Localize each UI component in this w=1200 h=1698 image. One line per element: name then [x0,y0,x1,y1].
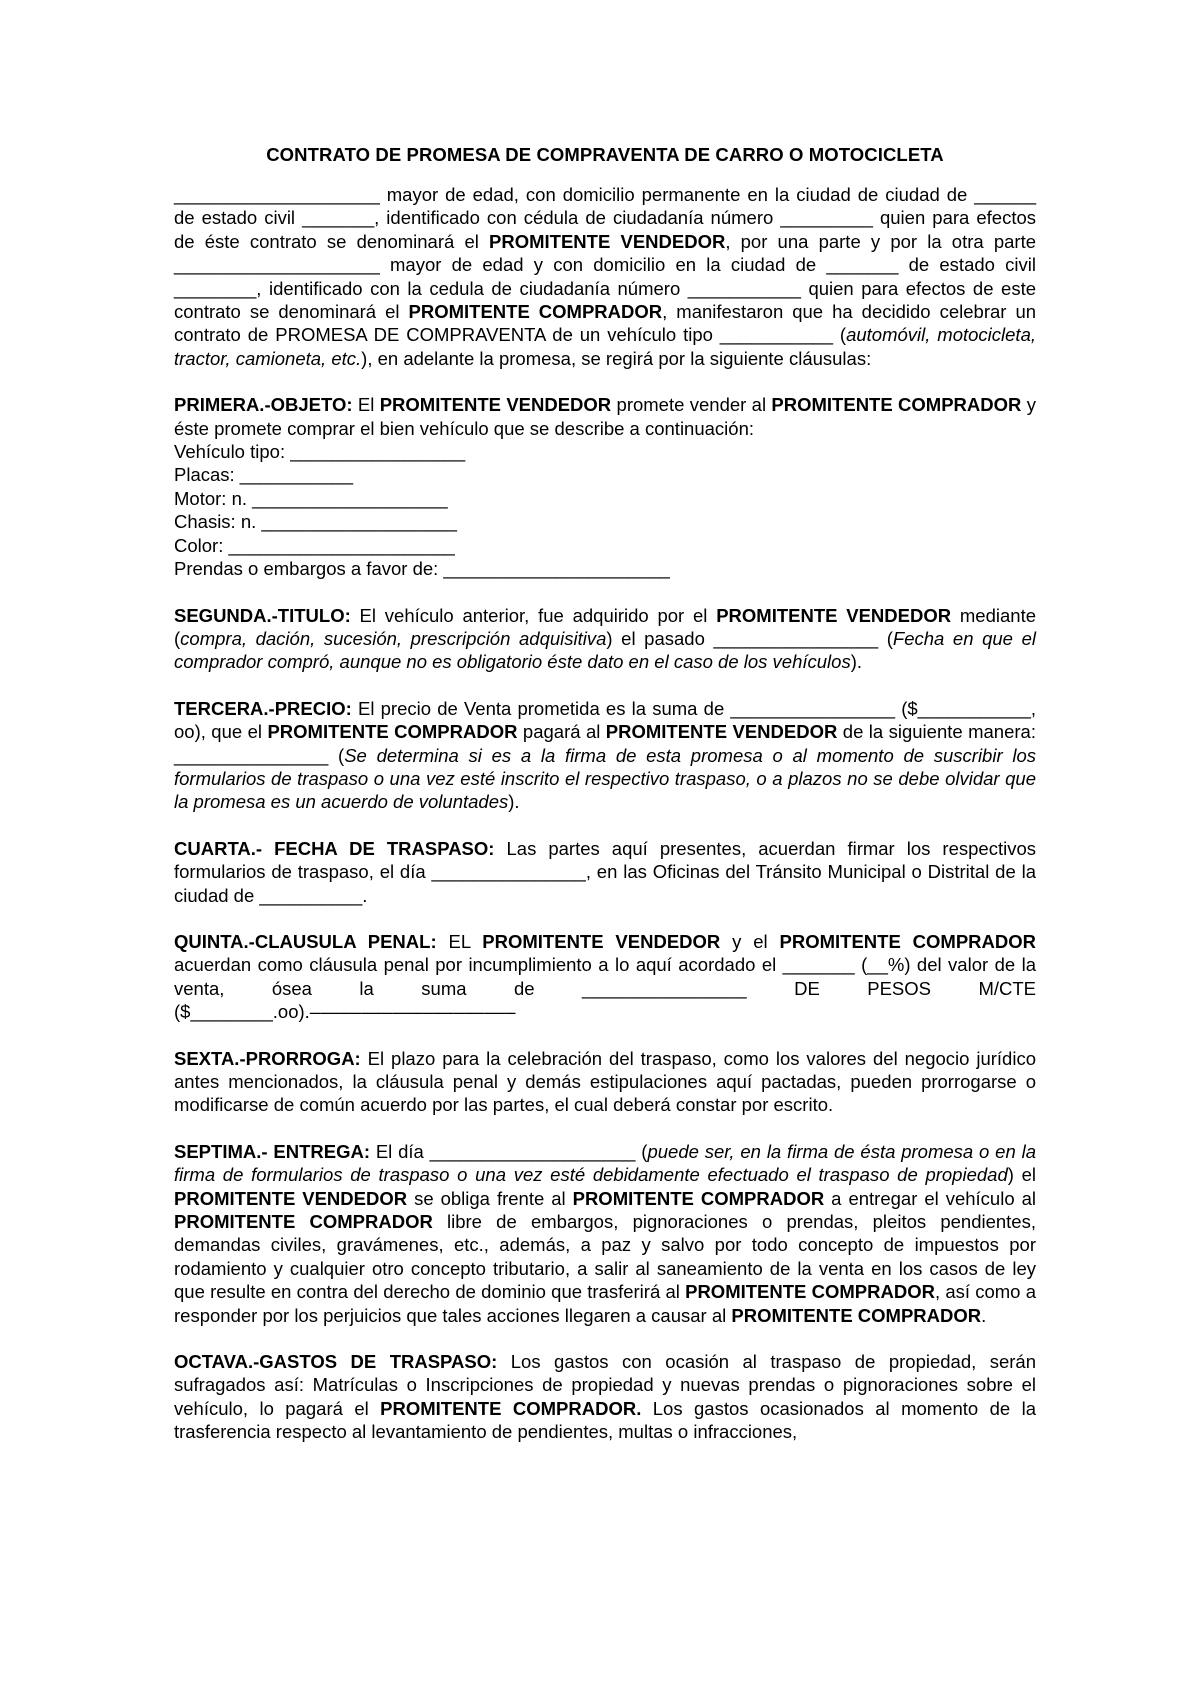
segunda-run-1: El vehículo anterior, fue adquirido por el [350,604,717,626]
segunda-run-0: SEGUNDA.-TITULO: [174,604,351,626]
tercera-run-4: PROMITENTE VENDEDOR [605,721,838,743]
cuarta-run-0: CUARTA.- FECHA DE TRASPASO: [174,837,495,859]
septima-run-1: El día ____________________ ( [369,1140,648,1162]
tercera-run-1: El precio de Venta prometida es la suma de ________________ ($___________, oo), que el [174,697,1036,743]
clause-primera [174,393,1036,580]
clause-octava [174,1350,1036,1444]
segunda-run-3: mediante ( [174,604,1036,649]
primera-run-0: PRIMERA.-OBJETO: [174,394,353,416]
tercera-run-3: pagará al [517,721,606,743]
segunda-run-5: ) el pasado ________________ ( [606,627,893,649]
tercera-run-7: ). [508,791,520,813]
intro-run-0: ____________________ mayor de edad, con domicilio permanente en la ciudad de ciudad de ______ de estado civil _______, identificado con cédula de ciudadanía número _________ quien para efectos de éste contrato se denominará el [174,184,1036,252]
septima-run-4: PROMITENTE VENDEDOR [174,1187,408,1209]
septima-run-9: libre de embargos, pignoraciones o prendas, pleitos pendientes, demandas civiles, gravámenes, etc., además, a paz y salvo por todo concepto de impuestos por rodamiento y cualquier otro concepto tributario, a salir al saneamiento de la venta en los casos de ley que resulte en contra del derecho de dominio que trasferirá al [174,1211,1036,1303]
septima-run-8: PROMITENTE COMPRADOR [174,1211,433,1233]
septima-run-3: ) el [1007,1164,1036,1186]
tercera-run-2: PROMITENTE COMPRADOR [267,721,518,743]
clause-cuarta [174,837,1036,907]
quinta-run-0: QUINTA.-CLAUSULA PENAL: [174,930,437,952]
field-vehiculo-tipo: Vehículo tipo: _________________ [174,441,466,463]
field-color: Color: ______________________ [174,534,455,556]
septima-run-2: puede ser, en la firma de ésta promesa o en la firma de formularios de traspaso o una vez esté debidamente efectuado el traspaso de propiedad [174,1140,1036,1186]
quinta-run-4: PROMITENTE COMPRADOR [779,930,1036,952]
segunda-run-4: compra, dación, sucesión, prescripción adquisitiva [180,627,607,649]
document-title: CONTRATO DE PROMESA DE COMPRAVENTA DE CARRO O MOTOCICLETA [266,144,944,165]
sexta-run-0: SEXTA.-PRORROGA: [174,1047,361,1069]
field-chasis: Chasis: n. ___________________ [174,511,457,533]
octava-run-1: Los gastos con ocasión al traspaso de propiedad, serán sufragados así: Matrículas o Inscripciones de propiedad y nuevas prendas o pignoraciones sobre el vehículo, lo pagará el [174,1351,1036,1419]
sexta-run-1: El plazo para la celebración del traspaso, como los valores del negocio jurídico antes mencionados, la cláusula penal y demás estipulaciones aquí pactadas, pueden prorrogarse o modificarse de común acuerdo por las partes, el cual deberá constar por escrito. [174,1047,1036,1116]
primera-run-2: PROMITENTE VENDEDOR [379,394,612,416]
segunda-run-2: PROMITENTE VENDEDOR [716,604,952,626]
clause-primera-text [174,394,1036,438]
primera-run-5: y éste promete comprar el bien vehículo que se describe a continuación: [174,394,1036,439]
octava-run-2: PROMITENTE COMPRADOR. [380,1397,642,1419]
septima-run-12: PROMITENTE COMPRADOR [731,1304,982,1326]
intro-run-6: ), en adelante la promesa, se regirá por la siguiente cláusulas: [361,347,872,369]
septima-run-7: a entregar el vehículo al [824,1187,1036,1209]
clause-quinta [174,930,1036,1024]
tercera-run-6: Se determina si es a la firma de esta promesa o al momento de suscribir los formularios de traspaso o una vez esté inscrito el respectivo traspaso, o a plazos no se debe olvidar que la promesa es un acuerdo de voluntades [174,744,1036,813]
intro-run-2: , por una parte y por la otra parte ____________________ mayor de edad y con domicilio en la ciudad de _______ de estado civil ________, identificado con la cedula de ciudadanía número ___________ quien para efectos de este contrato se denominará el [174,230,1036,323]
field-placas: Placas: ___________ [174,464,353,486]
quinta-run-1: EL [436,930,483,952]
septima-run-13: . [981,1304,987,1326]
segunda-run-6: Fecha en que el comprador compró, aunque no es obligatorio éste dato en el caso de los vehículos [174,627,1036,673]
field-motor: Motor: n. ___________________ [174,487,448,509]
intro-run-3: PROMITENTE COMPRADOR [408,301,663,323]
clause-tercera [174,697,1036,814]
septima-run-5: se obliga frente al [407,1187,573,1209]
field-prendas: Prendas o embargos a favor de: ______________________ [174,558,670,580]
intro-paragraph [174,183,1036,370]
vehicle-fields [174,440,1036,580]
intro-run-1: PROMITENTE VENDEDOR [489,230,726,252]
quinta-run-2: PROMITENTE VENDEDOR [482,930,721,952]
octava-run-3: Los gastos ocasionados al momento de la trasferencia respecto al levantamiento de pendientes, multas o infracciones, [174,1397,1037,1443]
clause-sexta [174,1047,1036,1117]
intro-run-5: automóvil, motocicleta, tractor, camioneta, etc. [174,324,1036,369]
intro-run-4: , manifestaron que ha decidido celebrar un contrato de PROMESA DE COMPRAVENTA de un vehículo tipo ___________ ( [174,301,1037,346]
clause-segunda [174,604,1036,674]
primera-run-4: PROMITENTE COMPRADOR [771,394,1022,416]
primera-run-1: El [352,394,380,416]
primera-run-3: promete vender al [611,394,772,416]
octava-run-0: OCTAVA.-GASTOS DE TRASPASO: [174,1351,498,1373]
tercera-run-5: de la siguiente manera: _______________ ( [174,721,1036,766]
septima-run-6: PROMITENTE COMPRADOR [572,1187,825,1209]
segunda-run-7: ). [850,651,863,673]
tercera-run-0: TERCERA.-PRECIO: [174,697,352,719]
septima-run-0: SEPTIMA.- ENTREGA: [174,1140,370,1162]
septima-run-10: PROMITENTE COMPRADOR [685,1281,935,1303]
quinta-run-3: y el [720,930,780,952]
cuarta-run-1: Las partes aquí presentes, acuerdan firmar los respectivos formularios de traspaso, el día _______________, en las Oficinas del Tránsito Municipal o Distrital de la ciudad de __________. [174,837,1036,906]
septima-run-11: , así como a responder por los perjuicios que tales acciones llegaren a causar al [174,1281,1036,1326]
quinta-run-5: acuerdan como cláusula penal por incumplimiento a lo aquí acordado el _______ (__%) del valor de la venta, ósea la suma de ________________ DE PESOS M/CTE ($________.oo).–––––––––––––––––––– [174,954,1036,1023]
clause-septima [174,1140,1036,1327]
